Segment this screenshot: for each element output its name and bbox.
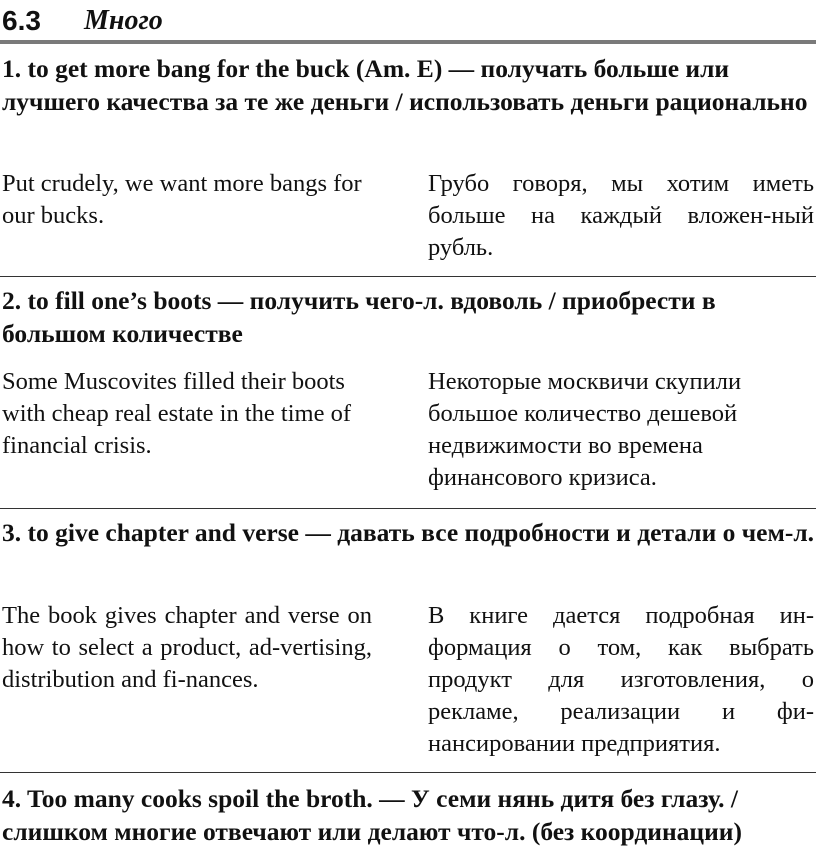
entry-1-english-example: Put crudely, we want more bangs for our bucks. bbox=[2, 170, 362, 229]
entry-divider bbox=[0, 276, 816, 277]
entry-3-english-example: The book gives chapter and verse on how to select a product, ad-vertising, distribution and fi-nances. bbox=[2, 602, 372, 693]
section-divider bbox=[0, 40, 816, 44]
section-number: 6.3 bbox=[2, 5, 41, 36]
entry-2-russian-translation: Некоторые москвичи скупили большое количество дешевой недвижимости во времена финансового кризиса. bbox=[428, 368, 742, 491]
entry-divider bbox=[0, 772, 816, 773]
entry-3-heading: 3. to give chapter and verse — давать все подробности и детали о чем-л. bbox=[2, 518, 815, 547]
entry-3-russian-translation: В книге дается подробная ин-формация о том, как выбрать продукт для изготовления, о рекламе, реализации и фи-нансировании предприятия. bbox=[428, 602, 814, 757]
entry-4-heading: 4. Too many cooks spoil the broth. — У семи нянь дитя без глазу. / слишком многие отвечают или делают что-л. (без координации) bbox=[2, 784, 742, 846]
entry-2-heading: 2. to fill one’s boots — получить чего-л. вдоволь / приобрести в большом количестве bbox=[2, 286, 716, 348]
entry-divider bbox=[0, 508, 816, 509]
entry-2-english-example: Some Muscovites filled their boots with cheap real estate in the time of financial crisis. bbox=[2, 368, 351, 459]
section-title: Много bbox=[84, 5, 163, 36]
entry-1-heading: 1. to get more bang for the buck (Am. E) — получать больше или лучшего качества за те же деньги / использовать деньги рационально bbox=[2, 54, 808, 116]
entry-1-russian-translation: Грубо говоря, мы хотим иметь больше на каждый вложен-ный рубль. bbox=[428, 170, 814, 261]
